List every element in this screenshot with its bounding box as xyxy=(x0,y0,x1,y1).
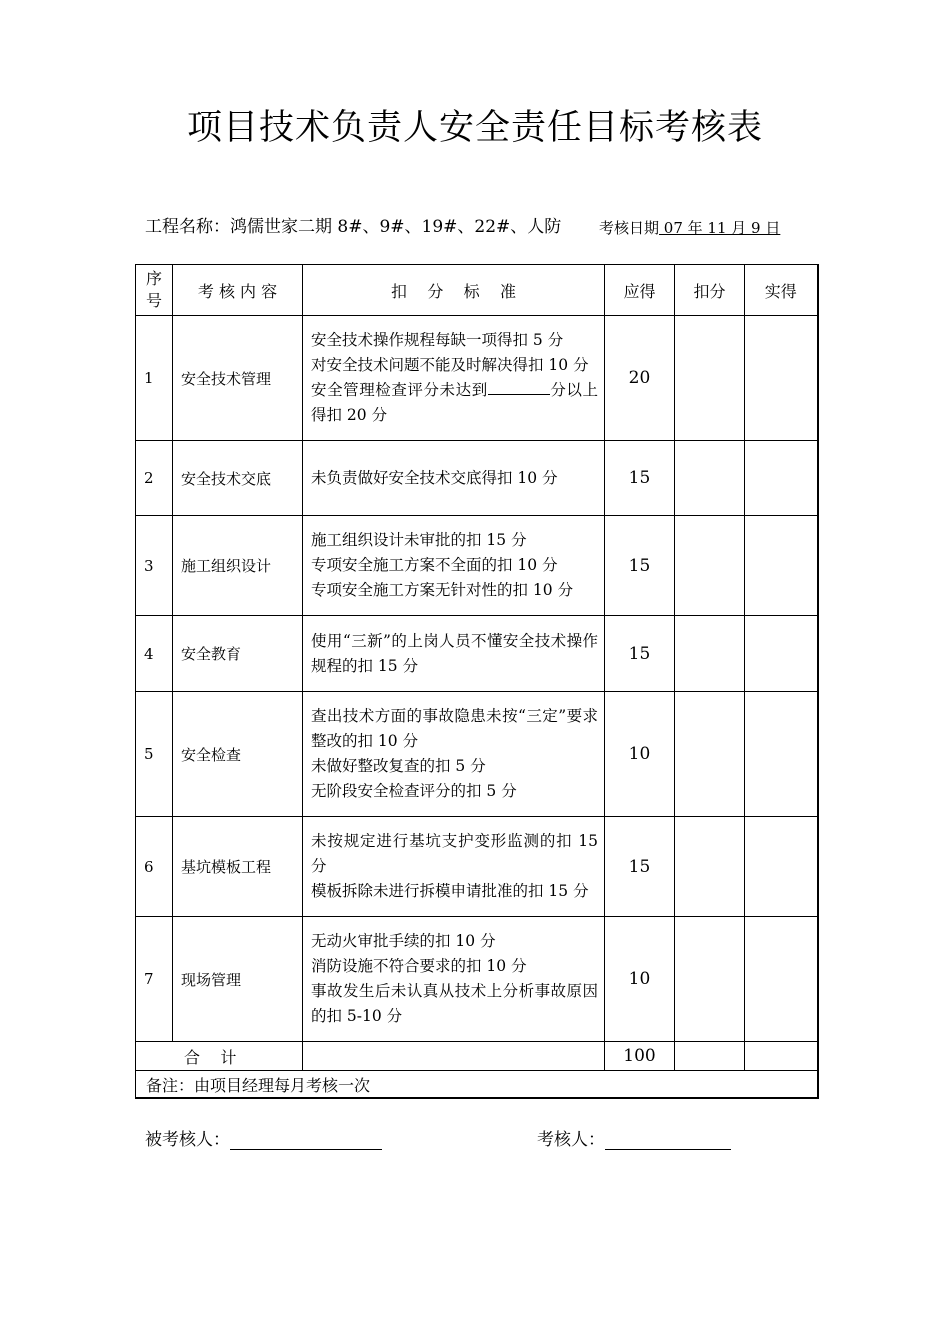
table-row xyxy=(136,316,818,441)
header-seq: 序 号 xyxy=(136,265,173,316)
row-actual xyxy=(745,817,818,917)
row-deduct xyxy=(675,692,745,817)
row-seq: 5 xyxy=(136,692,173,817)
row-standard: 无动火审批手续的扣 10 分 消防设施不符合要求的扣 10 分 事故发生后未认真从技术上分析事故原因的扣 5-10 分 xyxy=(303,917,605,1042)
project-name: 工程名称：鸿儒世家二期 8#、9#、19#、22#、人防 xyxy=(145,217,562,237)
table-row xyxy=(136,516,818,616)
assessee-signature xyxy=(145,1125,382,1150)
row-points: 15 xyxy=(605,817,675,917)
header-item: 考 核 内 容 xyxy=(173,265,303,316)
assessee-line xyxy=(230,1131,382,1150)
table-row xyxy=(136,692,818,817)
row-item: 安全技术交底 xyxy=(173,441,303,516)
header-due: 应得 xyxy=(605,265,675,316)
row-points: 10 xyxy=(605,692,675,817)
row-seq: 1 xyxy=(136,316,173,441)
row-item: 基坑模板工程 xyxy=(173,817,303,917)
row-deduct xyxy=(675,917,745,1042)
row-actual xyxy=(745,516,818,616)
assessment-date xyxy=(599,217,780,238)
header-deduct: 扣分 xyxy=(675,265,745,316)
row-item: 安全检查 xyxy=(173,692,303,817)
table-row xyxy=(136,917,818,1042)
row-points: 15 xyxy=(605,516,675,616)
row-points: 10 xyxy=(605,917,675,1042)
row-item: 现场管理 xyxy=(173,917,303,1042)
row-deduct xyxy=(675,516,745,616)
row-standard: 查出技术方面的事故隐患未按“三定”要求整改的扣 10 分 未做好整改复查的扣 5 分 无阶段安全检查评分的扣 5 分 xyxy=(303,692,605,817)
row-standard: 未按规定进行基坑支护变形监测的扣 15 分 模板拆除未进行拆模申请批准的扣 15 分 xyxy=(303,817,605,917)
note-row xyxy=(136,1071,818,1099)
date-label: 考核日期 xyxy=(599,219,660,237)
row-standard: 安全技术操作规程每缺一项得扣 5 分 对安全技术问题不能及时解决得扣 10 分 安全管理检查评分未达到 分以上得扣 20 分 xyxy=(303,316,605,441)
row-actual xyxy=(745,692,818,817)
table-row xyxy=(136,441,818,516)
row-standard: 施工组织设计未审批的扣 15 分 专项安全施工方案不全面的扣 10 分 专项安全施工方案无针对性的扣 10 分 xyxy=(303,516,605,616)
row-points: 15 xyxy=(605,441,675,516)
row-seq: 3 xyxy=(136,516,173,616)
table-row xyxy=(136,817,818,917)
note-text: 备注：由项目经理每月考核一次 xyxy=(136,1071,818,1099)
row-seq: 2 xyxy=(136,441,173,516)
row-actual xyxy=(745,616,818,692)
row-seq: 6 xyxy=(136,817,173,917)
row-item: 施工组织设计 xyxy=(173,516,303,616)
row-seq: 4 xyxy=(136,616,173,692)
total-row xyxy=(136,1042,818,1071)
total-label: 合 计 xyxy=(136,1042,303,1071)
row-seq: 7 xyxy=(136,917,173,1042)
assessment-table xyxy=(135,264,819,1099)
table-row xyxy=(136,616,818,692)
row-points: 15 xyxy=(605,616,675,692)
assessor-signature xyxy=(537,1125,731,1150)
blank-line xyxy=(488,380,550,395)
row-actual xyxy=(745,316,818,441)
row-deduct xyxy=(675,316,745,441)
header-actual: 实得 xyxy=(745,265,818,316)
row-item: 安全教育 xyxy=(173,616,303,692)
row-deduct xyxy=(675,817,745,917)
assessor-label: 考核人： xyxy=(537,1130,605,1150)
header-row xyxy=(136,265,818,316)
header-standard: 扣 分 标 准 xyxy=(303,265,605,316)
row-deduct xyxy=(675,441,745,516)
assessee-label: 被考核人： xyxy=(145,1130,230,1150)
row-standard: 使用“三新”的上岗人员不懂安全技术操作规程的扣 15 分 xyxy=(303,616,605,692)
row-standard: 未负责做好安全技术交底得扣 10 分 xyxy=(303,441,605,516)
page-title: 项目技术负责人安全责任目标考核表 xyxy=(186,108,763,148)
row-actual xyxy=(745,917,818,1042)
total-points: 100 xyxy=(605,1042,675,1071)
row-points: 20 xyxy=(605,316,675,441)
total-deduct xyxy=(675,1042,745,1071)
assessor-line xyxy=(605,1131,731,1150)
date-value: 07 年 11 月 9 日 xyxy=(659,219,781,237)
row-actual xyxy=(745,441,818,516)
total-standard xyxy=(303,1042,605,1071)
row-deduct xyxy=(675,616,745,692)
row-item: 安全技术管理 xyxy=(173,316,303,441)
total-actual xyxy=(745,1042,818,1071)
